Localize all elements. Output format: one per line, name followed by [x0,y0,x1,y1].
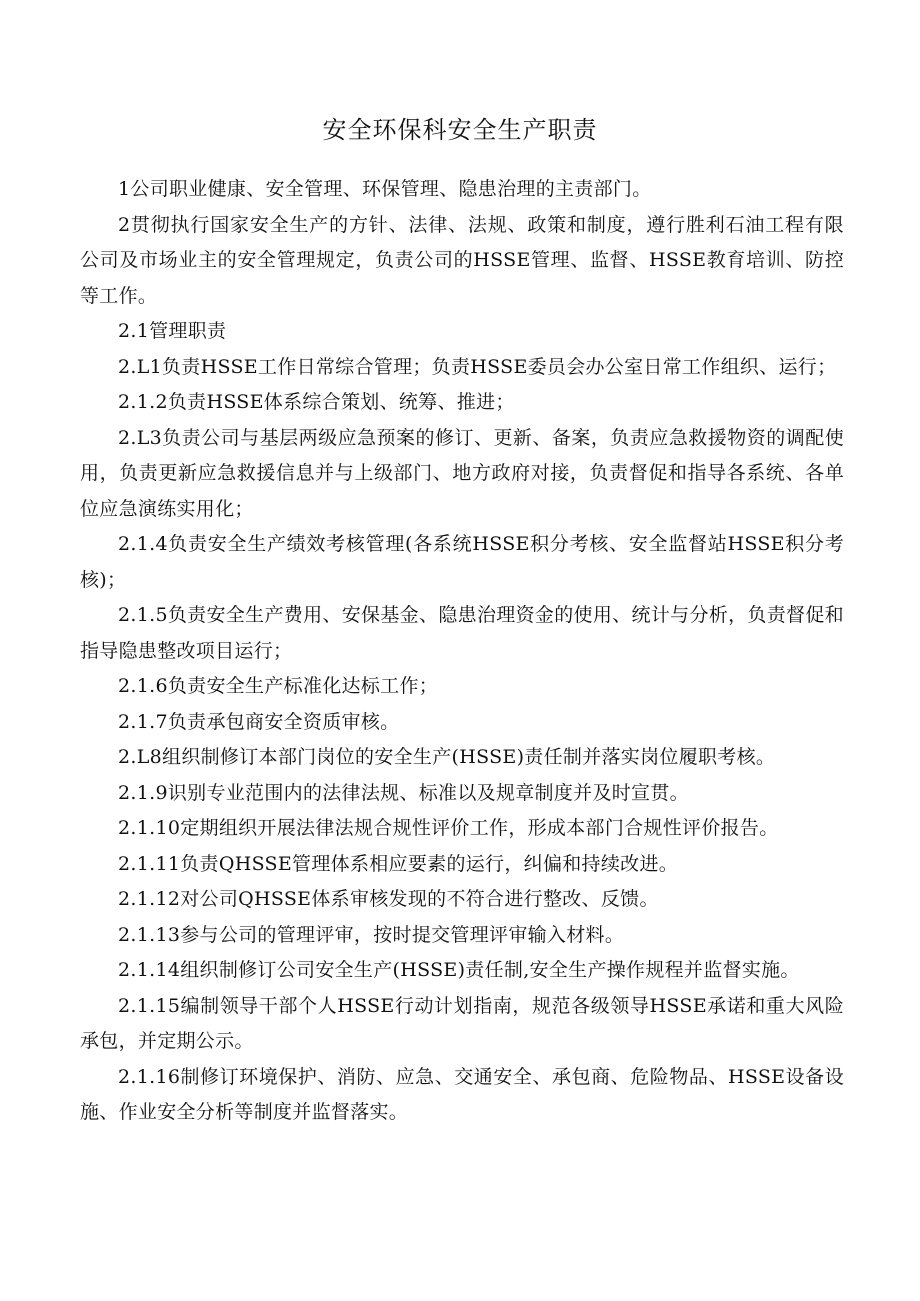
clause-2-1-2: 2.1.2负责HSSE体系综合策划、统筹、推进； [118,391,515,413]
document-title: 安全环保科安全生产职责 [322,116,598,144]
paragraph-1: 1公司职业健康、安全管理、环保管理、隐患治理的主责部门。 [118,178,652,200]
clause-2-1-10: 2.1.10定期组织开展法律法规合规性评价工作，形成本部门合规性评价报告。 [118,817,779,839]
clause-2-1-8: 2.L8组织制修订本部门岗位的安全生产(HSSE)责任制并落实岗位履职考核。 [118,746,776,768]
clause-2-1-12: 2.1.12对公司QHSSE体系审核发现的不符合进行整改、反馈。 [118,888,659,910]
clause-2-1-7: 2.1.7负责承包商安全资质审核。 [118,710,400,733]
clause-2-1-9: 2.1.9识别专业范围内的法律法规、标准以及规章制度并及时宣贯。 [118,781,689,804]
paragraph-2: 2贯彻执行国家安全生产的方针、法律、法规、政策和制度，遵行胜利石油工程有限公司及市场业主的安全管理规定，负责公司的HSSE管理、监督、HSSE教育培训、防控等工作。 [80,213,844,307]
clause-2-1-6: 2.1.6负责安全生产标准化达标工作； [118,675,439,697]
clause-2-1-16: 2.1.16制修订环境保护、消防、应急、交通安全、承包商、危险物品、HSSE设备设施、作业安全分析等制度并监督落实。 [80,1065,844,1123]
clause-2-1-11: 2.1.11负责QHSSE管理体系相应要素的运行，纠偏和持续改进。 [118,852,679,875]
clause-2-1-3: 2.L3负责公司与基层两级应急预案的修订、更新、备案，负责应急救援物资的调配使用，负责更新应急救援信息并与上级部门、地方政府对接，负责督促和指导各系统、各单位应急演练实用化； [80,426,844,520]
clause-2-1-1: 2.L1负责HSSE工作日常综合管理；负责HSSE委员会办公室日常工作组织、运行； [118,355,837,378]
clause-2-1-15: 2.1.15编制领导干部个人HSSE行动计划指南，规范各级领导HSSE承诺和重大风险承包，并定期公示。 [80,994,844,1052]
clause-2-1-13: 2.1.13参与公司的管理评审，按时提交管理评审输入材料。 [118,923,625,946]
clause-2-1-5: 2.1.5负责安全生产费用、安保基金、隐患治理资金的使用、统计与分析，负责督促和指导隐患整改项目运行； [80,604,844,662]
section-heading-2-1: 2.1管理职责 [118,320,227,342]
document-body [80,172,844,1131]
clause-2-1-4: 2.1.4负责安全生产绩效考核管理(各系统HSSE积分考核、安全监督站HSSE积分考核)； [80,533,844,591]
clause-2-1-14: 2.1.14组织制修订公司安全生产(HSSE)责任制,安全生产操作规程并监督实施。 [118,959,800,981]
